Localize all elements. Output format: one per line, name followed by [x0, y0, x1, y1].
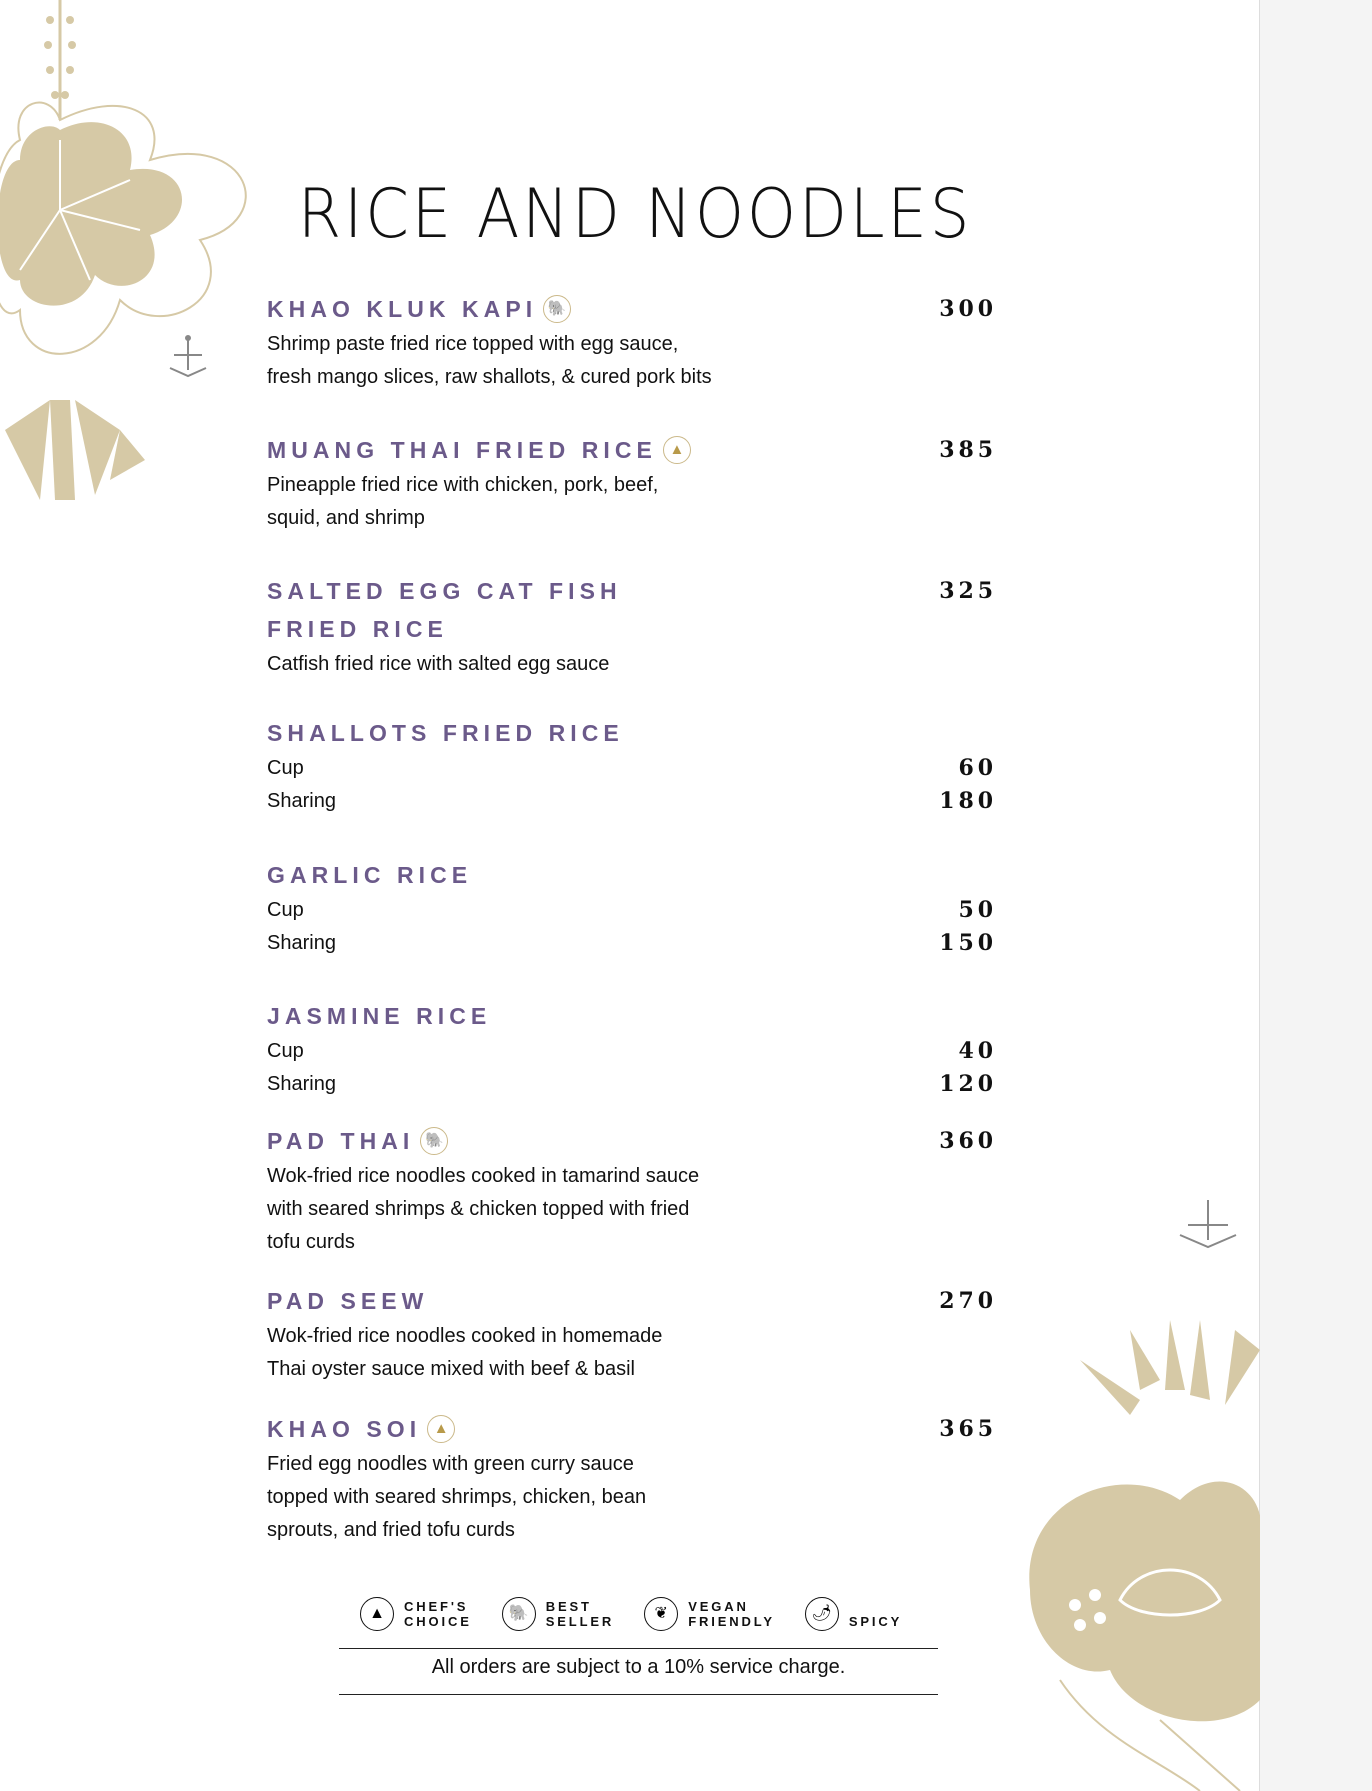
chefs-choice-icon: ▲ — [663, 436, 691, 464]
size-row: Cup 60 — [267, 755, 997, 781]
item-name: MUANG THAI FRIED RICE — [267, 437, 657, 463]
legend-vegan-friendly: ❦ VEGAN FRIENDLY — [644, 1597, 775, 1631]
menu-item — [267, 572, 997, 681]
item-name: PAD SEEW — [267, 1288, 429, 1314]
size-row: Sharing 180 — [267, 788, 997, 814]
best-seller-icon: 🐘 — [543, 295, 571, 323]
menu-item — [267, 1122, 997, 1259]
best-seller-icon: 🐘 — [420, 1127, 448, 1155]
chefs-choice-icon: ▲ — [427, 1415, 455, 1443]
item-price: 270 — [939, 1288, 997, 1314]
flower-decoration-bottom-right — [1020, 1200, 1260, 1791]
menu-item — [267, 997, 997, 1101]
legend — [360, 1597, 902, 1631]
menu-item — [267, 1410, 997, 1547]
menu-item — [267, 431, 997, 535]
best-seller-icon: 🐘 — [502, 1597, 536, 1631]
size-row: Cup 40 — [267, 1038, 997, 1064]
page-title: RICE AND NOODLES — [297, 175, 973, 254]
legend-chefs-choice: ▲ CHEF'S CHOICE — [360, 1597, 472, 1631]
divider — [339, 1648, 938, 1649]
size-row: Sharing 150 — [267, 930, 997, 956]
divider — [339, 1694, 938, 1695]
flower-decoration-top-left — [0, 0, 270, 520]
size-row: Cup 50 — [267, 897, 997, 923]
item-price: 325 — [939, 578, 997, 604]
item-description: Wok-fried rice noodles cooked in tamarind sauce with seared shrimps & chicken topped with fried tofu curds — [267, 1165, 700, 1253]
item-price: 360 — [939, 1128, 997, 1154]
item-description: Fried egg noodles with green curry sauce topped with seared shrimps, chicken, bean sprouts, and fried tofu curds — [267, 1453, 647, 1541]
item-price: 385 — [939, 437, 997, 463]
item-name: SHALLOTS FRIED RICE — [267, 720, 624, 746]
item-description: Catfish fried rice with salted egg sauce — [267, 653, 610, 675]
legend-best-seller: 🐘 BEST SELLER — [502, 1597, 614, 1631]
menu-item — [267, 290, 997, 394]
service-charge-note: All orders are subject to a 10% service charge. — [431, 1656, 846, 1678]
item-name: GARLIC RICE — [267, 862, 473, 888]
chili-icon: 🌶 — [805, 1597, 839, 1631]
legend-spicy: 🌶 SPICY — [805, 1597, 902, 1631]
item-description: Pineapple fried rice with chicken, pork, beef, squid, and shrimp — [267, 474, 659, 529]
size-row: Sharing 120 — [267, 1071, 997, 1097]
item-name: PAD THAI — [267, 1128, 415, 1154]
item-price: 365 — [939, 1416, 997, 1442]
item-description: Wok-fried rice noodles cooked in homemade Thai oyster sauce mixed with beef & basil — [267, 1325, 663, 1380]
menu-item — [267, 856, 997, 960]
item-description: Shrimp paste fried rice topped with egg sauce, fresh mango slices, raw shallots, & cured pork bits — [267, 333, 712, 388]
vegan-leaf-icon: ❦ — [644, 1597, 678, 1631]
menu-item — [267, 1282, 997, 1386]
item-name: FRIED RICE — [267, 616, 448, 642]
item-name: KHAO KLUK KAPI — [267, 296, 538, 322]
menu-item — [267, 714, 997, 818]
chefs-choice-icon: ▲ — [360, 1597, 394, 1631]
item-name: JASMINE RICE — [267, 1003, 492, 1029]
item-name: SALTED EGG CAT FISH — [267, 578, 622, 604]
item-name: KHAO SOI — [267, 1416, 422, 1442]
item-price: 300 — [939, 296, 997, 322]
